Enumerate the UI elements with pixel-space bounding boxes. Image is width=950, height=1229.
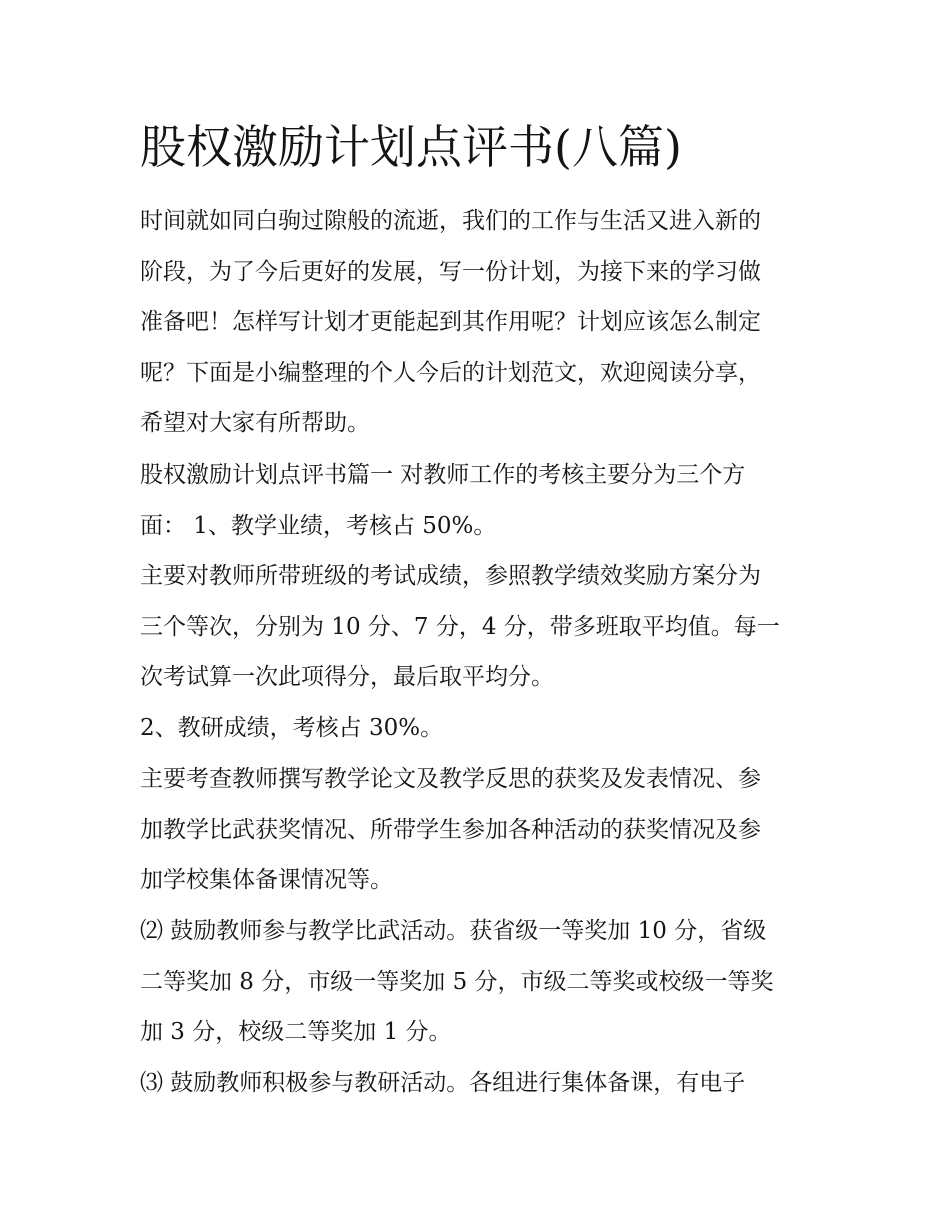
text-line: 时间就如同白驹过隙般的流逝，我们的工作与生活又进入新的 [140, 208, 761, 234]
text-line: 面： 1、教学业绩，考核占 50%。 [140, 512, 497, 539]
text-line: 加教学比武获奖情况、所带学生参加各种活动的获奖情况及参 [140, 816, 761, 843]
text-line: 2、教研成绩，考核占 30%。 [140, 715, 444, 741]
text-line: 呢？下面是小编整理的个人今后的计划范文，欢迎阅读分享， [140, 359, 761, 386]
text-line: 股权激励计划点评书篇一 对教师工作的考核主要分为三个方 [140, 462, 746, 488]
text-line: 加学校集体备课情况等。 [140, 867, 393, 893]
text-line: 次考试算一次此项得分，最后取平均分。 [140, 664, 554, 690]
paragraph-competition-bonus [140, 906, 812, 1058]
text-line: 主要考查教师撰写教学论文及教学反思的获奖及发表情况、参 [140, 766, 761, 792]
text-line: 加 3 分，校级二等奖加 1 分。 [140, 1019, 452, 1045]
text-line: 主要对教师所带班级的考试成绩，参照教学绩效奖励方案分为 [140, 563, 761, 589]
text-line: 希望对大家有所帮助。 [140, 410, 370, 436]
text-line: ⑵ 鼓励教师参与教学比武活动。获省级一等奖加 10 分，省级 [140, 918, 767, 944]
paragraph-research-activity [140, 1058, 812, 1109]
text-line: 三个等次，分别为 10 分、7 分，4 分，带多班取平均值。每一 [140, 613, 780, 640]
text-line: ⑶ 鼓励教师积极参与教研活动。各组进行集体备课，有电子 [140, 1070, 746, 1096]
text-line: 准备吧！怎样写计划才更能起到其作用呢？计划应该怎么制定 [140, 309, 761, 335]
paragraph-teaching-performance [140, 551, 812, 703]
document-title: 股权激励计划点评书(八篇) [140, 120, 682, 174]
text-line: 二等奖加 8 分，市级一等奖加 5 分，市级二等奖或校级一等奖 [140, 968, 774, 995]
paragraph-research-details [140, 754, 812, 906]
paragraph-intro [140, 196, 812, 449]
paragraph-section-one [140, 450, 812, 551]
paragraph-research-heading [140, 703, 812, 754]
text-line: 阶段，为了今后更好的发展，写一份计划，为接下来的学习做 [140, 258, 761, 285]
